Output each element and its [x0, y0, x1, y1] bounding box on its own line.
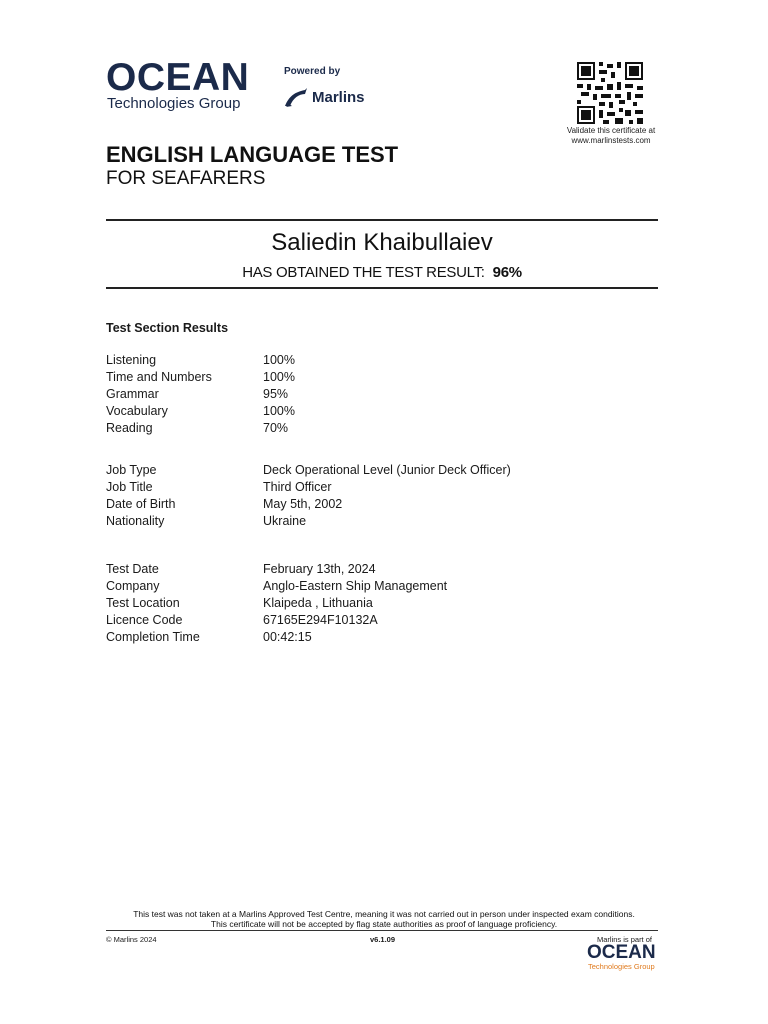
row-label: Company: [106, 579, 160, 593]
row-value: 00:42:15: [263, 630, 312, 644]
row-value: 100%: [263, 370, 295, 384]
row-label: Test Date: [106, 562, 159, 576]
row-label: Job Type: [106, 463, 157, 477]
row-label: Test Location: [106, 596, 180, 610]
row-label: Job Title: [106, 480, 153, 494]
powered-by-label: Powered by: [284, 66, 341, 77]
list-item: [106, 462, 511, 479]
list-item: [106, 578, 447, 595]
row-label: Time and Numbers: [106, 370, 212, 384]
row-label: Licence Code: [106, 613, 183, 627]
part-of-label: Marlins is part of: [596, 935, 652, 944]
list-item: [106, 403, 295, 420]
list-item: [106, 479, 511, 496]
list-item: [106, 513, 511, 530]
result-label: HAS OBTAINED THE TEST RESULT:: [242, 264, 485, 281]
row-value: Third Officer: [263, 480, 332, 494]
disclaimer: [106, 909, 662, 929]
list-item: [106, 352, 295, 369]
row-value: 67165E294F10132A: [263, 613, 378, 627]
list-item: [106, 595, 447, 612]
list-item: [106, 561, 447, 578]
qr-code-icon[interactable]: [577, 62, 643, 124]
row-value: February 13th, 2024: [263, 562, 376, 576]
candidate-name: Saliedin Khaibullaiev: [271, 229, 493, 256]
disclaimer-line1: This test was not taken at a Marlins Approved Test Centre, meaning it was not carried out in person under inspected exam conditions.: [133, 909, 635, 919]
list-item: [106, 420, 295, 437]
row-value: 100%: [263, 353, 295, 367]
result-value: 96%: [492, 264, 522, 281]
divider-bottom: [106, 287, 658, 289]
row-value: Ukraine: [263, 514, 307, 528]
footer-ocean-subtitle: Technologies Group: [588, 962, 655, 971]
qr-text-line2[interactable]: www.marlinstests.com: [571, 136, 651, 145]
row-value: Deck Operational Level (Junior Deck Officer): [263, 463, 511, 477]
certificate-title: ENGLISH LANGUAGE TEST: [106, 142, 399, 167]
row-label: Vocabulary: [106, 404, 168, 418]
marlin-fish-icon: [283, 86, 309, 108]
row-value: 70%: [263, 421, 289, 435]
section-results-list: [106, 352, 295, 437]
marlins-wordmark: Marlins: [312, 88, 365, 106]
footer-ocean-logo: OCEAN: [587, 942, 656, 963]
test-result-line: [106, 264, 658, 281]
row-value: Anglo-Eastern Ship Management: [263, 579, 448, 593]
certificate-subtitle: FOR SEAFARERS: [106, 168, 266, 189]
section-results-heading: Test Section Results: [106, 321, 229, 335]
row-value: Klaipeda , Lithuania: [263, 596, 373, 610]
divider-top: [106, 219, 658, 221]
list-item: [106, 496, 511, 513]
copyright: © Marlins 2024: [106, 935, 157, 944]
row-value: 100%: [263, 404, 295, 418]
ocean-logo: OCEAN: [106, 56, 250, 99]
job-details-list: [106, 462, 511, 530]
row-label: Completion Time: [106, 630, 200, 644]
row-label: Reading: [106, 421, 153, 435]
list-item: [106, 612, 447, 629]
qr-text-line1: Validate this certificate at: [566, 126, 656, 135]
test-details-list: [106, 561, 447, 646]
disclaimer-line2: This certificate will not be accepted by flag state authorities as proof of language proficiency.: [210, 919, 558, 929]
row-value: May 5th, 2002: [263, 497, 343, 511]
list-item: [106, 369, 295, 386]
version-label: v6.1.09: [370, 935, 396, 944]
list-item: [106, 386, 295, 403]
row-label: Date of Birth: [106, 497, 176, 511]
row-value: 95%: [263, 387, 289, 401]
row-label: Nationality: [106, 514, 165, 528]
qr-validate-text: [556, 126, 666, 146]
list-item: [106, 629, 447, 646]
footer-divider: [106, 930, 658, 931]
row-label: Grammar: [106, 387, 159, 401]
row-label: Listening: [106, 353, 157, 367]
ocean-logo-subtitle: Technologies Group: [107, 95, 241, 112]
marlins-logo: [283, 84, 365, 110]
